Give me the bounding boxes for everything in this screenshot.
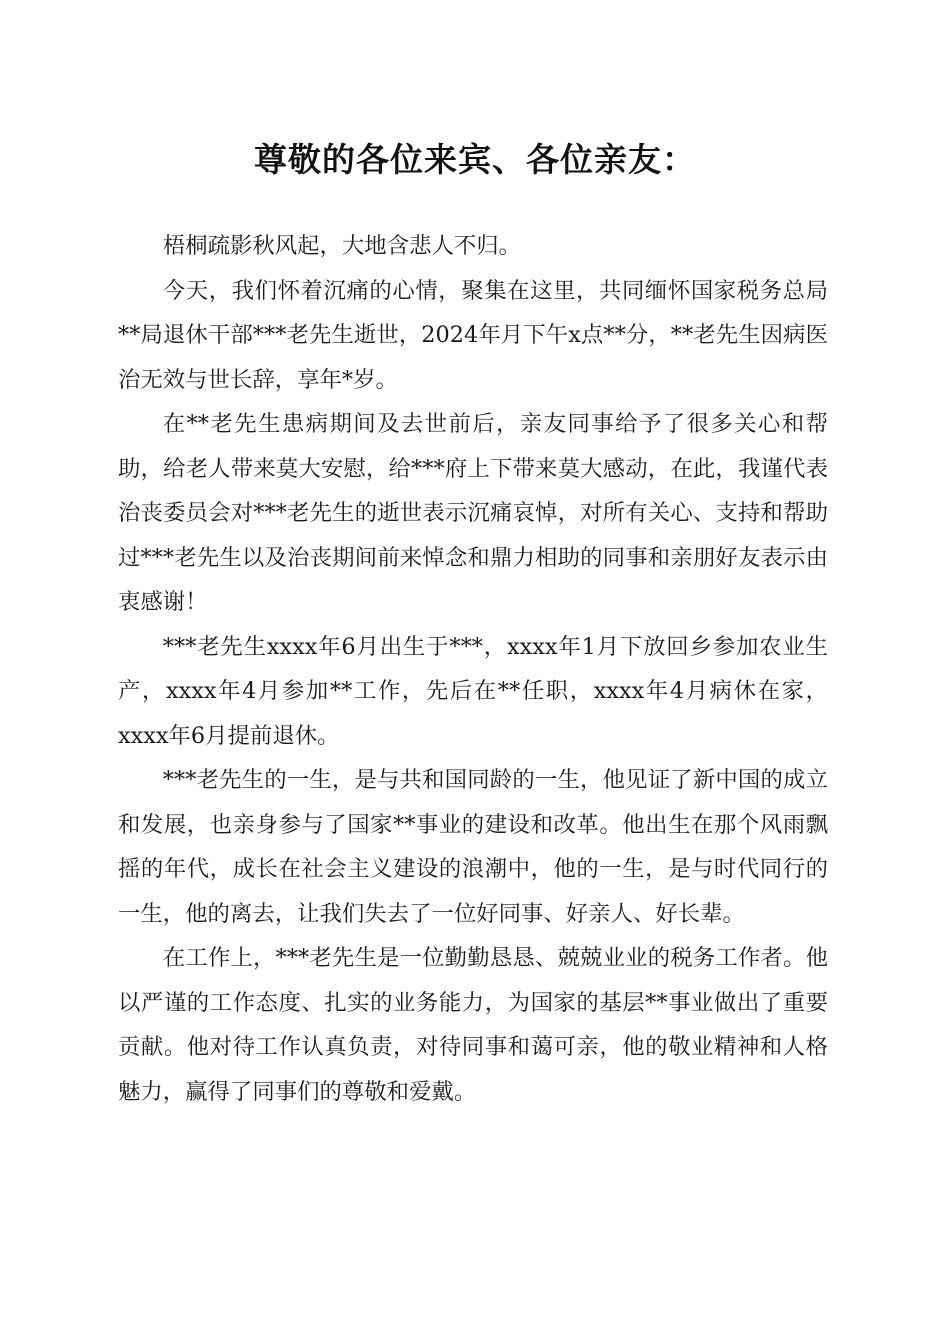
document-body — [118, 224, 828, 1114]
paragraph: 在**老先生患病期间及去世前后，亲友同事给予了很多关心和帮助，给老人带来莫大安慰，给***府上下带来莫大感动，在此，我谨代表治丧委员会对***老先生的逝世表示沉痛哀悼，对所有关心、支持和帮助过***老先生以及治丧期间前来悼念和鼎力相助的同事和亲朋好友表示由衷感谢！ — [118, 411, 828, 615]
paragraph: ***老先生xxxx年6月出生于***，xxxx年1月下放回乡参加农业生产，xxxx年4月参加**工作，先后在**任职，xxxx年4月病休在家，xxxx年6月提前退休。 — [118, 633, 828, 749]
paragraph: 今天，我们怀着沉痛的心情，聚集在这里，共同缅怀国家税务总局**局退休干部***老先生逝世，2024年月下午x点**分，**老先生因病医治无效与世长辞，享年*岁。 — [118, 277, 828, 393]
paragraph: 在工作上，***老先生是一位勤勤恳恳、兢兢业业的税务工作者。他以严谨的工作态度、扎实的业务能力，为国家的基层**事业做出了重要贡献。他对待工作认真负责，对待同事和蔼可亲，他的敬业精神和人格魅力，赢得了同事们的尊敬和爱戴。 — [118, 945, 828, 1105]
paragraph: 梧桐疏影秋风起，大地含悲人不归。 — [162, 233, 522, 259]
document-title: 尊敬的各位来宾、各位亲友： — [254, 140, 696, 179]
paragraph: ***老先生的一生，是与共和国同龄的一生，他见证了新中国的成立和发展，也亲身参与了国家**事业的建设和改革。他出生在那个风雨飘摇的年代，成长在社会主义建设的浪潮中，他的一生，是与时代同行的一生，他的离去，让我们失去了一位好同事、好亲人、好长辈。 — [118, 767, 828, 927]
